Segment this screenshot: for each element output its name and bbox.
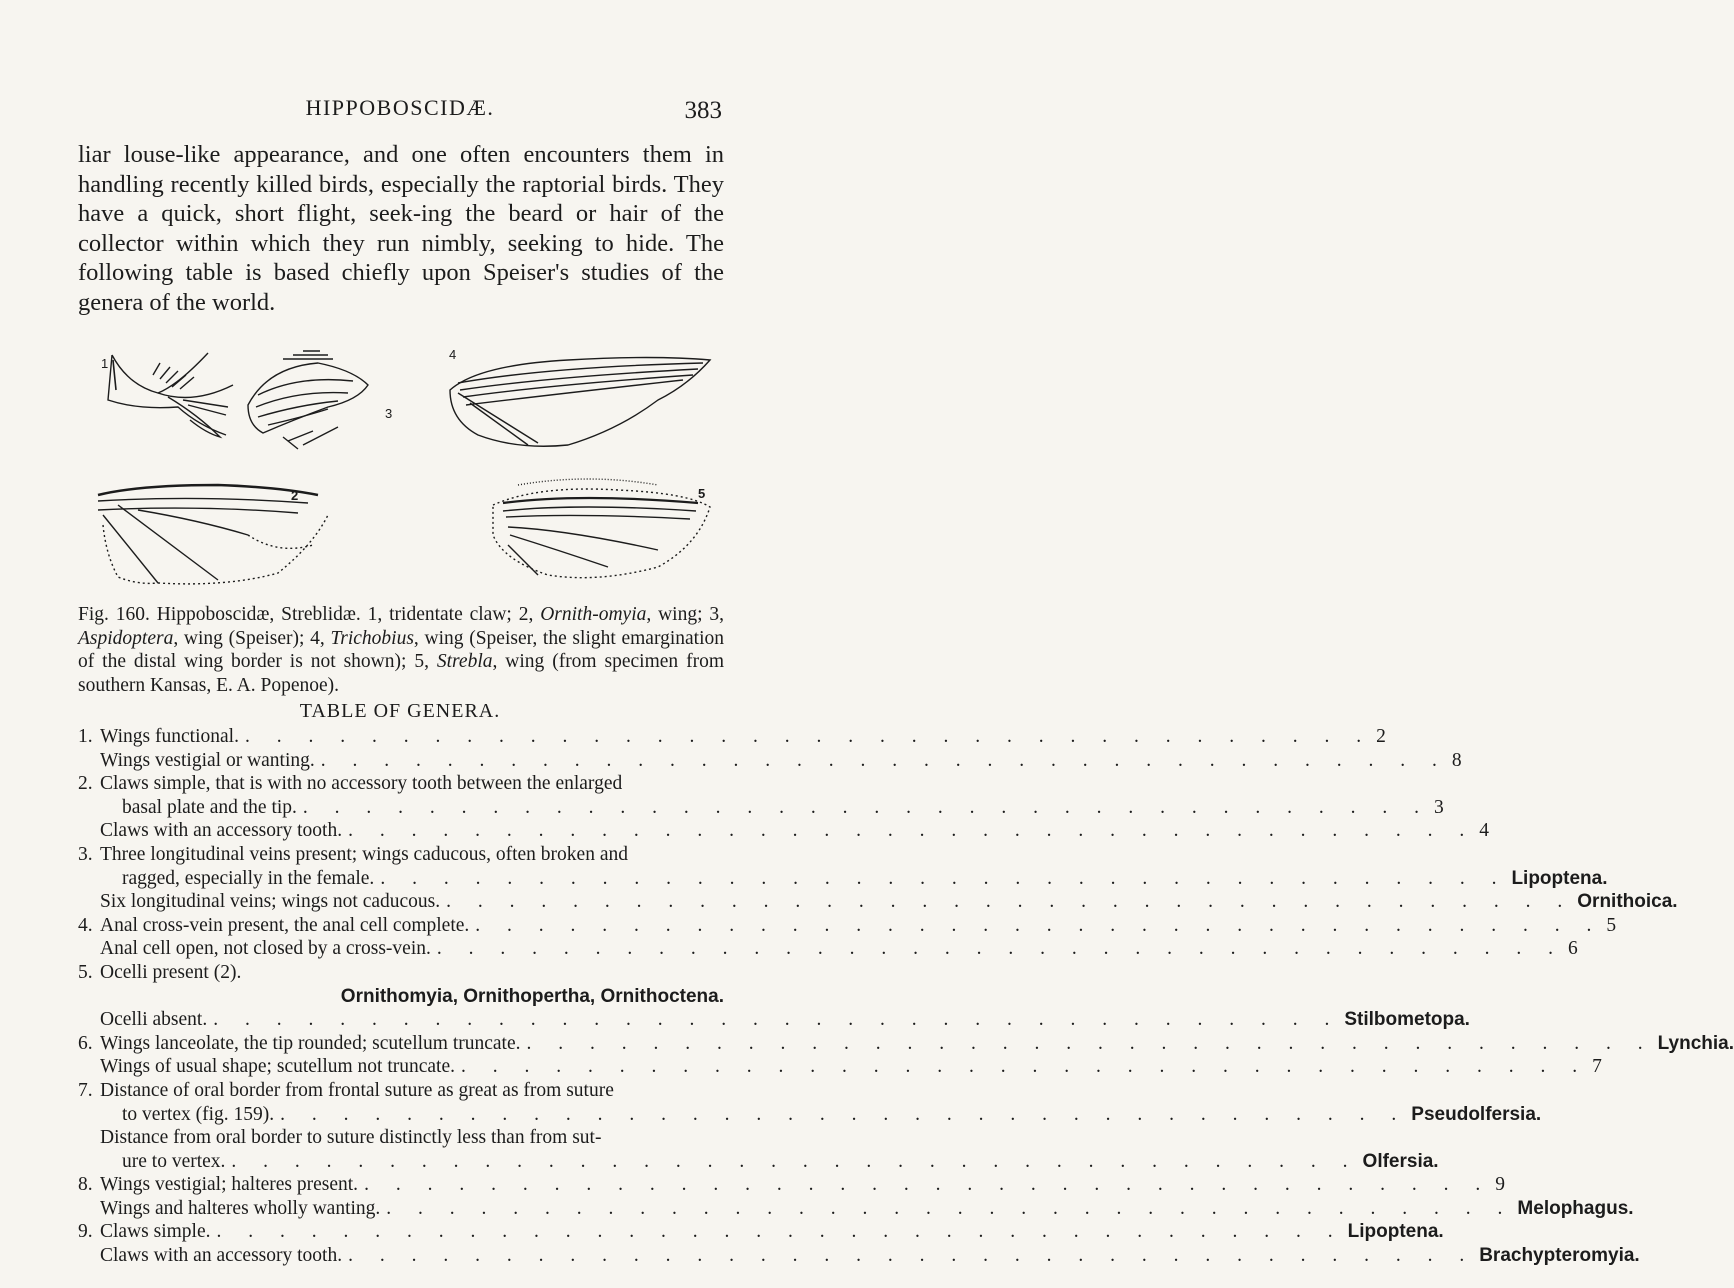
key-text: basal plate and the tip. xyxy=(122,796,297,818)
key-row xyxy=(78,1126,1439,1173)
key-row xyxy=(78,772,1444,819)
key-row xyxy=(78,843,1608,890)
key-text: Ocelli present (2). xyxy=(100,961,242,983)
key-row xyxy=(78,1079,1542,1126)
key-result: 8 xyxy=(1451,749,1462,771)
key-text: Claws with an accessory tooth. xyxy=(100,820,343,842)
figure-caption: Fig. 160. Hippoboscidæ, Streblidæ. 1, tridentate claw; 2, Ornith-omyia, wing; 3, Aspidoptera, wing (Speiser); 4, Trichobius, wing (Speiser, the slight emargination of the distal wing border is not shown); 5, Strebla, wing (from specimen from southern Kansas, E. A. Popenoe). xyxy=(78,604,725,696)
claw-illustration xyxy=(108,353,233,437)
key-row xyxy=(78,749,1462,773)
key-row xyxy=(78,819,1489,843)
key-row xyxy=(78,937,1578,961)
couplet-number: 9. xyxy=(78,1221,93,1243)
key-result: Lynchia. xyxy=(1657,1032,1734,1054)
key-row xyxy=(78,1220,1444,1244)
intro-paragraph: liar louse-like appearance, and one often encounters them in handling recently killed birds, especially the raptorial birds. They have a quick, short flight, seek-ing the beard or hair of the collector within which they run nimbly, seeking to hide. The following table is based chiefly upon Speiser's studies of the genera of the world. xyxy=(78,141,724,316)
key-row xyxy=(78,890,1678,914)
figure-label-4: 4 xyxy=(449,347,457,362)
couplet-number: 7. xyxy=(78,1079,93,1101)
figure-label-3: 3 xyxy=(385,406,393,421)
leader-dots: . . . . . . . . . . . . . . . . . . . . . . . . . . . . . . . . . . . . xyxy=(302,796,1431,818)
key-row xyxy=(78,1032,1734,1056)
key-text: Distance from oral border to suture distinctly less than from sut- xyxy=(100,1127,602,1149)
key-result: Brachypteromyia. xyxy=(1479,1245,1640,1267)
key-row xyxy=(78,1055,1602,1079)
leader-dots: . . . . . . . . . . . . . . . . . . . . . . . . . . . . . . . . . . . . xyxy=(231,1150,1359,1172)
key-result: Ornithoica. xyxy=(1577,891,1678,913)
key-text: Anal cell open, not closed by a cross-vein. xyxy=(100,938,431,960)
leader-dots: . . . . . . . . . . . . . . . . . . . . . . . . . . . . . . . . . . . . xyxy=(446,891,1574,913)
leader-dots: . . . . . . . . . . . . . . . . . . . . . . . . . . . . . . . . . . . . xyxy=(475,914,1603,936)
key-result: Lipoptena. xyxy=(1511,867,1608,889)
wing-illustrations xyxy=(98,345,710,585)
key-text: ragged, especially in the female. xyxy=(122,867,375,889)
couplet-number: 5. xyxy=(78,961,93,983)
couplet-number: 1. xyxy=(78,726,93,747)
running-head: HIPPOBOSCIDÆ. xyxy=(305,95,495,120)
leader-dots: . . . . . . . . . . . . . . . . . . . . . . . . . . . . . . . . . . . . xyxy=(364,1174,1492,1196)
key-text: Wings of usual shape; scutellum not truncate. xyxy=(100,1056,456,1078)
key-row xyxy=(78,1197,1634,1221)
key-result: 7 xyxy=(1592,1056,1602,1078)
key-text: to vertex (fig. 159). xyxy=(122,1103,275,1125)
leader-dots: . . . . . . . . . . . . . . . . . . . . . . . . . . . . . . . . . . . . xyxy=(461,1056,1589,1078)
key-text: Anal cross-vein present, the anal cell complete. xyxy=(100,914,470,936)
key-text: Six longitudinal veins; wings not caducous. xyxy=(100,891,441,913)
key-row xyxy=(78,1244,1640,1268)
key-text: Three longitudinal veins present; wings caducous, often broken and xyxy=(100,843,628,865)
couplet-number: 3. xyxy=(78,843,93,865)
figure-label-1: 1 xyxy=(101,356,109,371)
key-text: Wings lanceolate, the tip rounded; scutellum truncate. xyxy=(100,1032,521,1054)
key-row xyxy=(78,961,724,1008)
key-result: 6 xyxy=(1568,938,1578,960)
couplet-number: 4. xyxy=(78,914,93,936)
key-row xyxy=(78,725,1386,749)
key-text: Wings functional. xyxy=(100,726,239,747)
key-result: 9 xyxy=(1495,1174,1505,1196)
key-text: Claws simple, that is with no accessory tooth between the enlarged xyxy=(100,773,623,795)
couplet-number: 8. xyxy=(78,1174,93,1196)
genera-key-table xyxy=(78,725,1734,1268)
key-result: 4 xyxy=(1479,820,1489,842)
leader-dots: . . . . . . . . . . . . . . . . . . . . . . . . . . . . . . . . . . . . xyxy=(348,820,1476,842)
key-result: 5 xyxy=(1606,914,1617,936)
figure-label-2: 2 xyxy=(291,488,299,503)
trichobius-wing xyxy=(450,358,710,447)
leader-dots: . . . . . . . . . . . . . . . . . . . . . . . . . . . . . . . . . . . . xyxy=(380,867,1508,889)
key-text: Claws with an accessory tooth. xyxy=(100,1245,343,1267)
leader-dots: . . . . . . . . . . . . . . . . . . . . . . . . . . . . . . . . . . . . xyxy=(526,1032,1654,1054)
key-text: Wings and halteres wholly wanting. xyxy=(100,1197,381,1219)
strebla-wing xyxy=(493,479,710,578)
leader-dots: . . . . . . . . . . . . . . . . . . . . . . . . . . . . . . . . . . . . xyxy=(280,1103,1408,1125)
key-text: Wings vestigial; halteres present. xyxy=(100,1174,359,1196)
key-result: Olfersia. xyxy=(1362,1150,1439,1172)
key-text: ure to vertex. xyxy=(122,1150,226,1172)
figure-160 xyxy=(98,345,710,585)
figure-label-5: 5 xyxy=(698,486,706,501)
key-row xyxy=(78,1173,1505,1197)
key-row xyxy=(78,1008,1470,1032)
leader-dots: . . . . . . . . . . . . . . . . . . . . . . . . . . . . . . . . . . . . xyxy=(216,1221,1344,1243)
key-row xyxy=(78,914,1617,938)
key-text: Claws simple. xyxy=(100,1221,211,1243)
page-number: 383 xyxy=(684,97,722,124)
key-text: Ocelli absent. xyxy=(100,1009,208,1031)
key-result: Stilbometopa. xyxy=(1344,1009,1470,1031)
leader-dots: . . . . . . . . . . . . . . . . . . . . . . . . . . . . . . . . . . . . xyxy=(436,938,1564,960)
key-result: Melophagus. xyxy=(1517,1197,1634,1219)
leader-dots: . . . . . . . . . . . . . . . . . . . . . . . . . . . . . . . . . . . . xyxy=(213,1009,1341,1031)
key-result: Pseudolfersia. xyxy=(1411,1103,1542,1125)
leader-dots: . . . . . . . . . . . . . . . . . . . . . . . . . . . . . . . . . . . . xyxy=(320,749,1448,771)
key-text: Wings vestigial or wanting. xyxy=(100,749,315,771)
table-title: TABLE OF GENERA. xyxy=(299,700,501,722)
leader-dots: . . . . . . . . . . . . . . . . . . . . . . . . . . . . . . . . . . . . xyxy=(244,726,1373,747)
page-header xyxy=(0,95,800,125)
key-result: Lipoptena. xyxy=(1347,1221,1444,1243)
aspidoptera-wing xyxy=(248,351,368,449)
leader-dots: . . . . . . . . . . . . . . . . . . . . . . . . . . . . . . . . . . . . xyxy=(386,1197,1514,1219)
key-result-genera: Ornithomyia, Ornithopertha, Ornithoctena. xyxy=(340,985,724,1007)
couplet-number: 6. xyxy=(78,1032,93,1054)
couplet-number: 2. xyxy=(78,773,93,795)
key-text: Distance of oral border from frontal suture as great as from suture xyxy=(100,1079,614,1101)
leader-dots: . . . . . . . . . . . . . . . . . . . . . . . . . . . . . . . . . . . . xyxy=(348,1245,1476,1267)
key-result: 2 xyxy=(1376,726,1386,747)
key-result: 3 xyxy=(1434,796,1444,818)
